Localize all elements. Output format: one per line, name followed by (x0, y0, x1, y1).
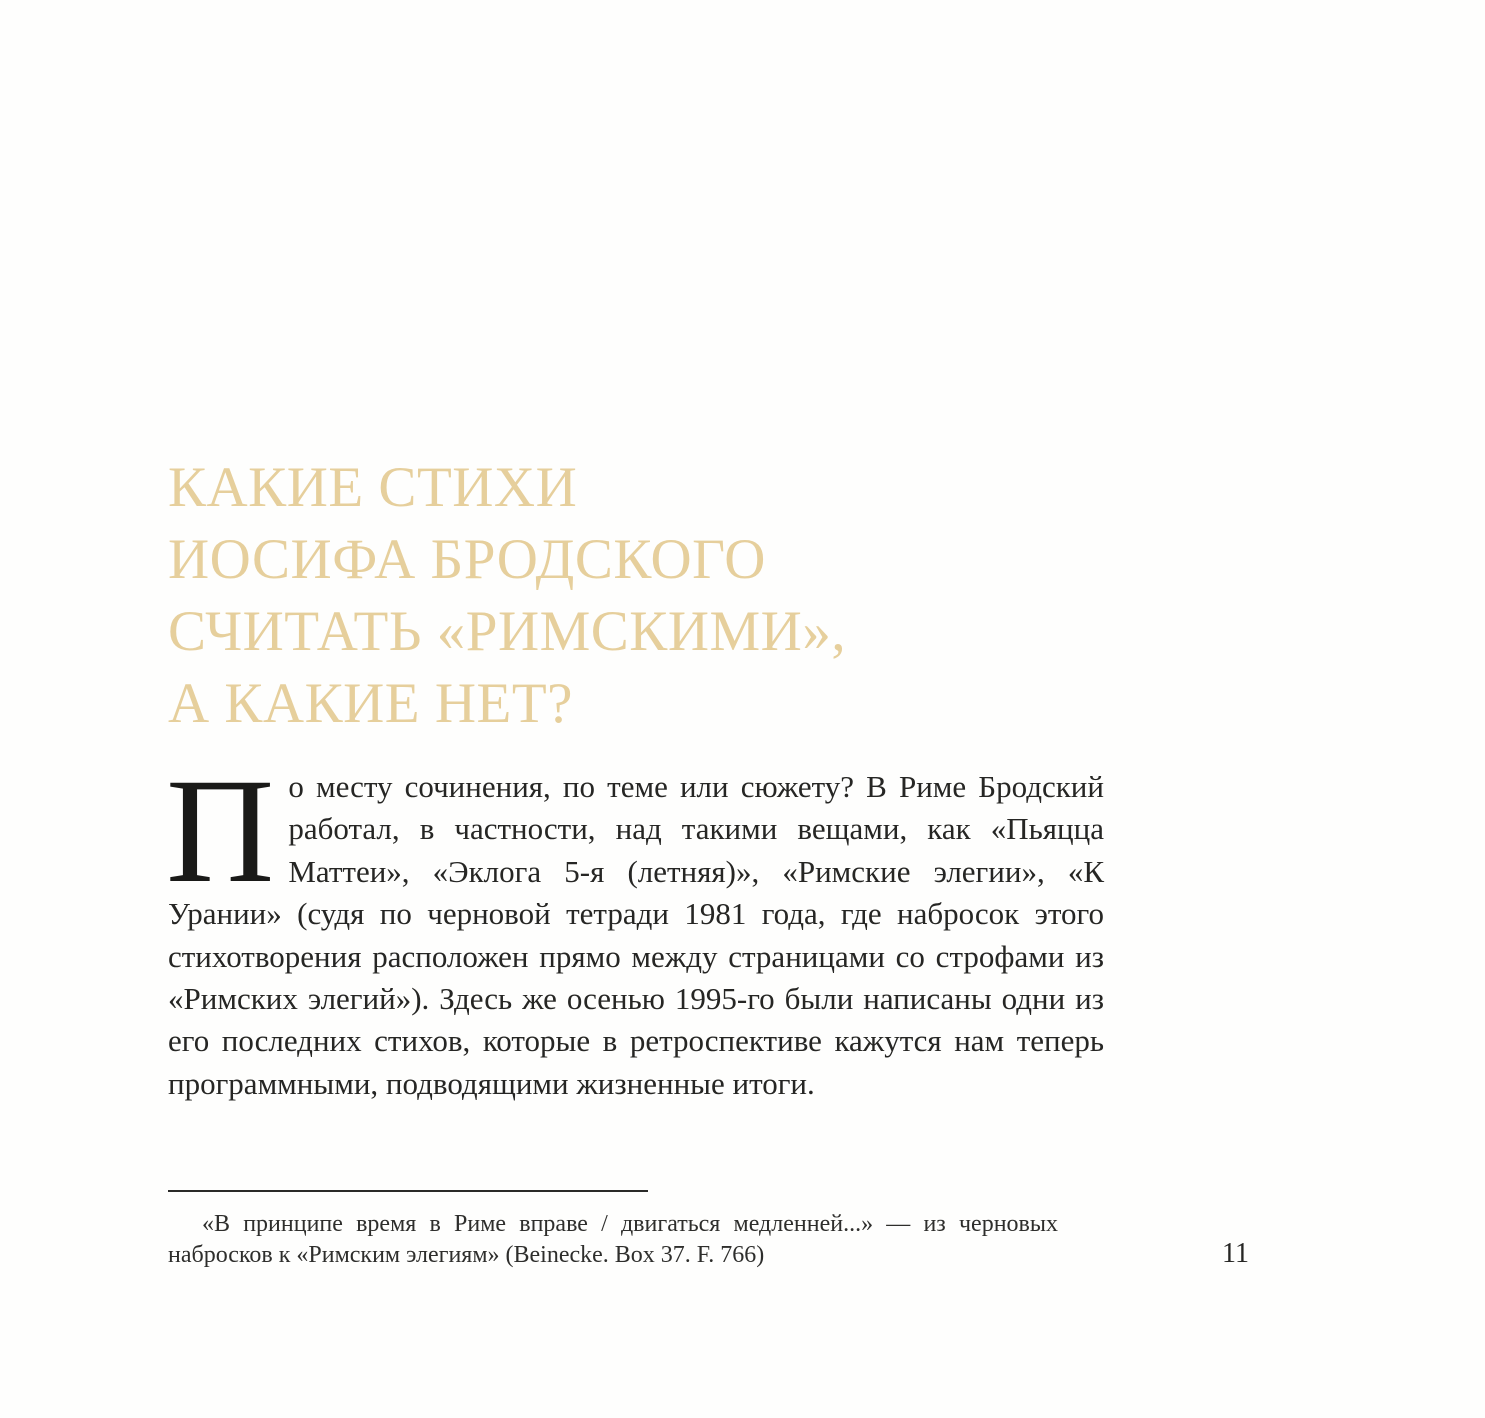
chapter-heading (168, 452, 988, 740)
heading-line: ИОСИФА БРОДСКОГО (168, 528, 766, 591)
footnote (168, 1209, 1058, 1271)
body-paragraph (166, 748, 1104, 1105)
heading-line: КАКИЕ СТИХИ (168, 456, 578, 519)
heading-line: СЧИТАТЬ «РИМСКИМИ», (168, 600, 847, 663)
footnote-divider (168, 1190, 648, 1192)
drop-cap: П (166, 748, 275, 914)
page-number: 11 (1222, 1238, 1249, 1269)
heading-line: А КАКИЕ НЕТ? (168, 672, 573, 735)
footnote-text: «В принципе время в Риме вправе / двигаться медленней...» — из черновых набросков к «Римским элегиям» (Beinecke. Box 37. F. 766) (168, 1211, 1058, 1268)
body-text: о месту сочинения, по теме или сюжету? В Риме Бродский работал, в частности, над такими вещами, как «Пьяцца Маттеи», «Эклога 5-я (летняя)», «Римские элегии», «К Урании» (судя по черновой тетради 1981 года, где набросок этого стихотворения расположен прямо между страницами со строфами из «Римских элегий»). Здесь же осенью 1995-го были написаны одни из его последних стихов, которые в ретроспективе кажутся нам теперь программными, подводящими жизненные итоги. (168, 769, 1104, 1101)
